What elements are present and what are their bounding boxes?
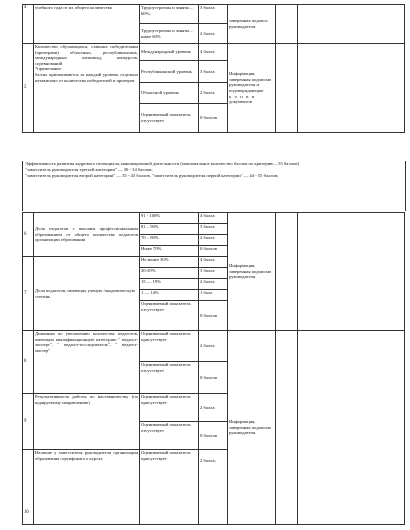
row-number: 4 <box>23 5 34 44</box>
condition-cell: Трудоустроены и заняты – ниже 60% <box>140 24 199 44</box>
condition-cell: Республиканский уровень <box>140 61 199 83</box>
points-cell: 2 балла <box>199 331 228 362</box>
condition-cell: Оцениваемый показатель отсутствует <box>140 422 199 450</box>
points-cell: 0 баллов <box>199 362 228 394</box>
points-cell: 0 баллов <box>199 422 228 450</box>
condition-cell: Международный уровень <box>140 44 199 61</box>
empty-cell <box>276 331 298 525</box>
criteria-table-top <box>22 4 405 133</box>
source-cell: Информация, заверенная подписью руководителя и подтверждающие к о п и и документов <box>228 44 276 133</box>
condition-cell: 15 — 19% <box>140 279 199 290</box>
points-cell: 0 баллов <box>199 246 228 257</box>
source-cell: Информация, заверенная подписью руководителя <box>228 213 276 331</box>
points-cell: 2 балла; <box>199 450 228 525</box>
points-cell: 2 балла <box>199 235 228 246</box>
row-number: 8 <box>23 331 34 394</box>
criterion-text: Наличие у заместителя руководителя организации образования сертификата о курсах <box>34 450 140 525</box>
condition-cell: 81 – 90% <box>140 224 199 235</box>
points-cell: 2 балла <box>199 24 228 44</box>
condition-cell: Областной уровень <box>140 83 199 104</box>
criterion-text: Количество обучающихся, ставших победителями (призерами) областных, республиканских, международных олимпиад, конкурсов, соревнований *примечание: баллы присваиваются за каждый уровень отдельно независимо от количества победителей и призеров <box>34 44 140 133</box>
condition-cell: Не менее 30% <box>140 257 199 268</box>
empty-cell <box>298 331 405 525</box>
condition-cell: Трудоустроены и заняты – 60%; <box>140 5 199 24</box>
empty-cell <box>298 5 405 44</box>
criterion-text: учебного года от их общего количества <box>34 5 140 44</box>
section-title: Эффективность развития кадрового потенциала, инновационной деятельности (максимальное количество баллов по критерию – 55 баллов) <box>25 161 299 166</box>
condition-cell: 1 — 14% <box>140 290 199 301</box>
condition-cell: Оцениваемый показатель присутствует <box>140 394 199 422</box>
row-number: 5 <box>23 44 34 133</box>
section-line: "заместитель руководителя второй категории" — 35 - 43 баллов, "заместитель руководителя первой категории" — 44 - 55 баллов; <box>25 173 279 178</box>
condition-cell: Оцениваемый показатель отсутствует <box>140 104 199 133</box>
condition-cell: Оцениваемый показатель присутствует <box>140 331 199 362</box>
points-cell: 3 балла <box>199 61 228 83</box>
source-cell: Информация, заверенная подписью руководителя <box>228 331 276 525</box>
criterion-text: Доля педагогов с высшим профессиональным образованием от общего количества педагогов организации образования <box>34 213 140 257</box>
condition-cell: Оцениваемый показатель отсутствует <box>140 301 199 331</box>
empty-cell <box>276 44 298 133</box>
points-cell: 3 балла <box>199 5 228 24</box>
points-cell: 2 балла <box>199 279 228 290</box>
criterion-text: Результативность работы по наставничеству (по курируемому направлению) <box>34 394 140 450</box>
condition-cell: 91 - 100% <box>140 213 199 224</box>
row-number: 6 <box>23 213 34 257</box>
criterion-text: Доля педагогов, имеющих ученую /академическую степень <box>34 257 140 331</box>
empty-cell <box>298 213 405 331</box>
condition-cell: 20-29% <box>140 268 199 279</box>
criteria-table-bottom <box>22 212 405 525</box>
row-number: 9 <box>23 394 34 450</box>
points-cell: 3 балла <box>199 224 228 235</box>
points-cell: 0 баллов <box>199 301 228 331</box>
points-cell: 4 балла <box>199 257 228 268</box>
points-cell: 4 балла <box>199 44 228 61</box>
condition-cell: Ниже 70% <box>140 246 199 257</box>
criterion-text: Динамика по увеличению количества педагогов, имеющих квалификационную категорию " педагог-эксперт", " педагог-исследователь", " педагог-мастер" <box>34 331 140 394</box>
points-cell: 3 балла <box>199 268 228 279</box>
condition-cell: 70 – 80% <box>140 235 199 246</box>
condition-cell: Оцениваемый показатель присутствует <box>140 450 199 525</box>
section-line: "заместитель руководителя третьей категории" — 30 - 34 баллов; <box>25 167 153 172</box>
points-cell: 2 балла <box>199 83 228 104</box>
empty-cell <box>276 5 298 44</box>
condition-cell: Оцениваемый показатель отсутствует <box>140 362 199 394</box>
points-cell: 4 балла <box>199 213 228 224</box>
section-header <box>22 161 406 211</box>
points-cell: 0 баллов <box>199 104 228 133</box>
points-cell: 2 балла <box>199 394 228 422</box>
source-cell: заверенная подпись руководителя <box>228 5 276 44</box>
empty-cell <box>276 213 298 331</box>
row-number: 10 <box>23 450 34 525</box>
empty-cell <box>298 44 405 133</box>
points-cell: 1 балл <box>199 290 228 301</box>
row-number: 7 <box>23 257 34 331</box>
